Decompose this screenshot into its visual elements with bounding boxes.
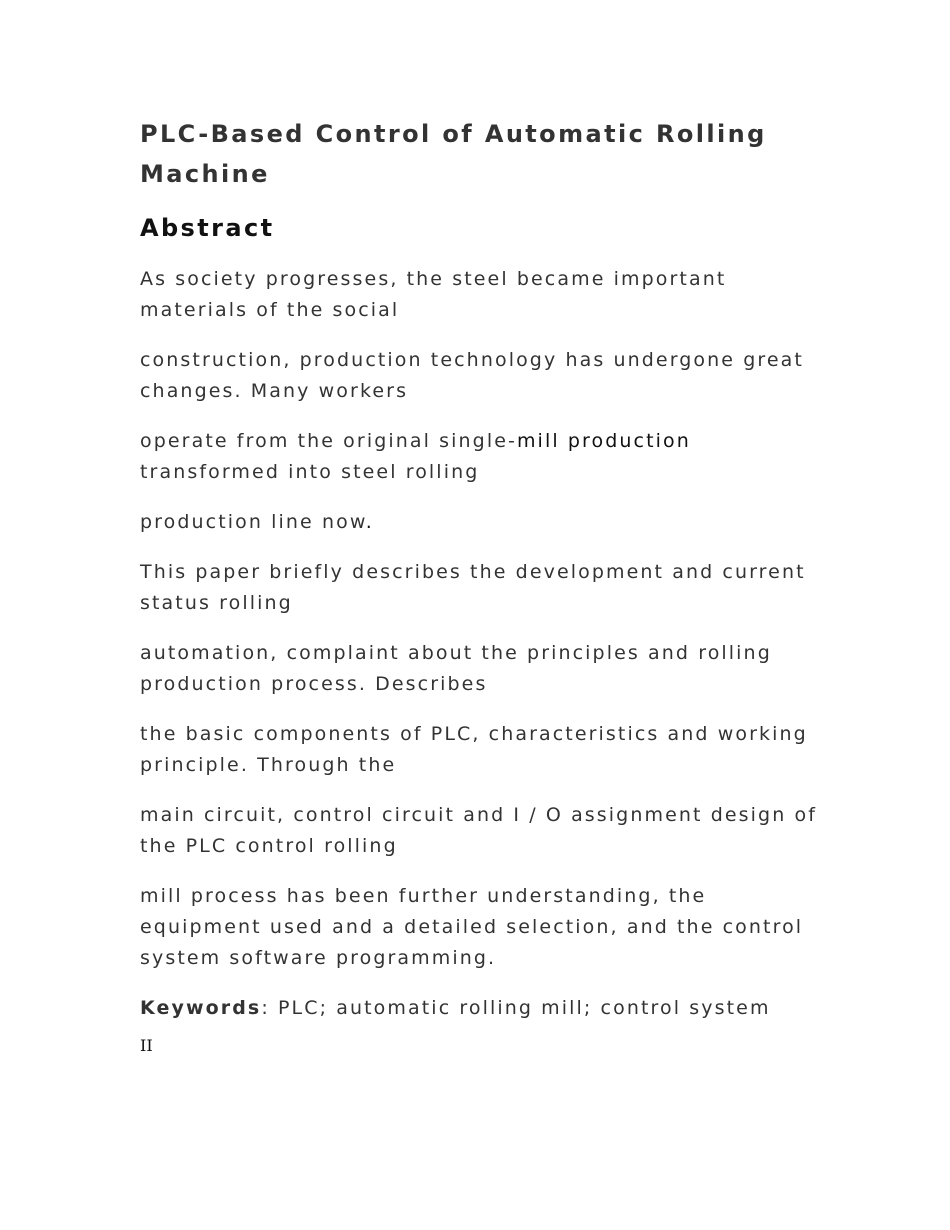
- abstract-paragraph-3-highlight: mill production: [516, 430, 691, 452]
- abstract-paragraph-3: [140, 426, 820, 488]
- abstract-paragraph-9: mill process has been further understanding, the equipment used and a detailed selection, and the control system software programming.: [140, 885, 804, 969]
- abstract-paragraph-4-text: production line now: [140, 511, 366, 533]
- document-title: PLC-Based Control of Automatic Rolling Machine: [140, 120, 767, 188]
- keywords-label: Keywords: [140, 997, 262, 1019]
- keywords-line: [140, 993, 820, 1024]
- abstract-paragraph-2: construction, production technology has undergone great changes. Many workers: [140, 349, 804, 402]
- abstract-heading: Abstract: [140, 214, 275, 242]
- abstract-paragraph-3-end: transformed into steel rolling: [140, 461, 480, 483]
- abstract-paragraph-6: automation, complaint about the principles and rolling production process. Describes: [140, 642, 772, 695]
- page-number: II: [140, 1036, 153, 1055]
- document-page: [140, 114, 820, 1056]
- abstract-paragraph-3-start: operate from the original single-: [140, 430, 517, 452]
- keywords-text: : PLC; automatic rolling mill; control system: [261, 997, 771, 1019]
- abstract-paragraph-4-period: .: [365, 511, 374, 533]
- abstract-paragraph-1: As society progresses, the steel became important materials of the social: [140, 268, 727, 321]
- abstract-paragraph-4: [140, 507, 820, 538]
- abstract-paragraph-8: main circuit, control circuit and I / O assignment design of the PLC control rolling: [140, 804, 817, 857]
- abstract-paragraph-7: the basic components of PLC, characteristics and working principle. Through the: [140, 723, 808, 776]
- abstract-paragraph-5: This paper briefly describes the development and current status rolling: [140, 561, 806, 614]
